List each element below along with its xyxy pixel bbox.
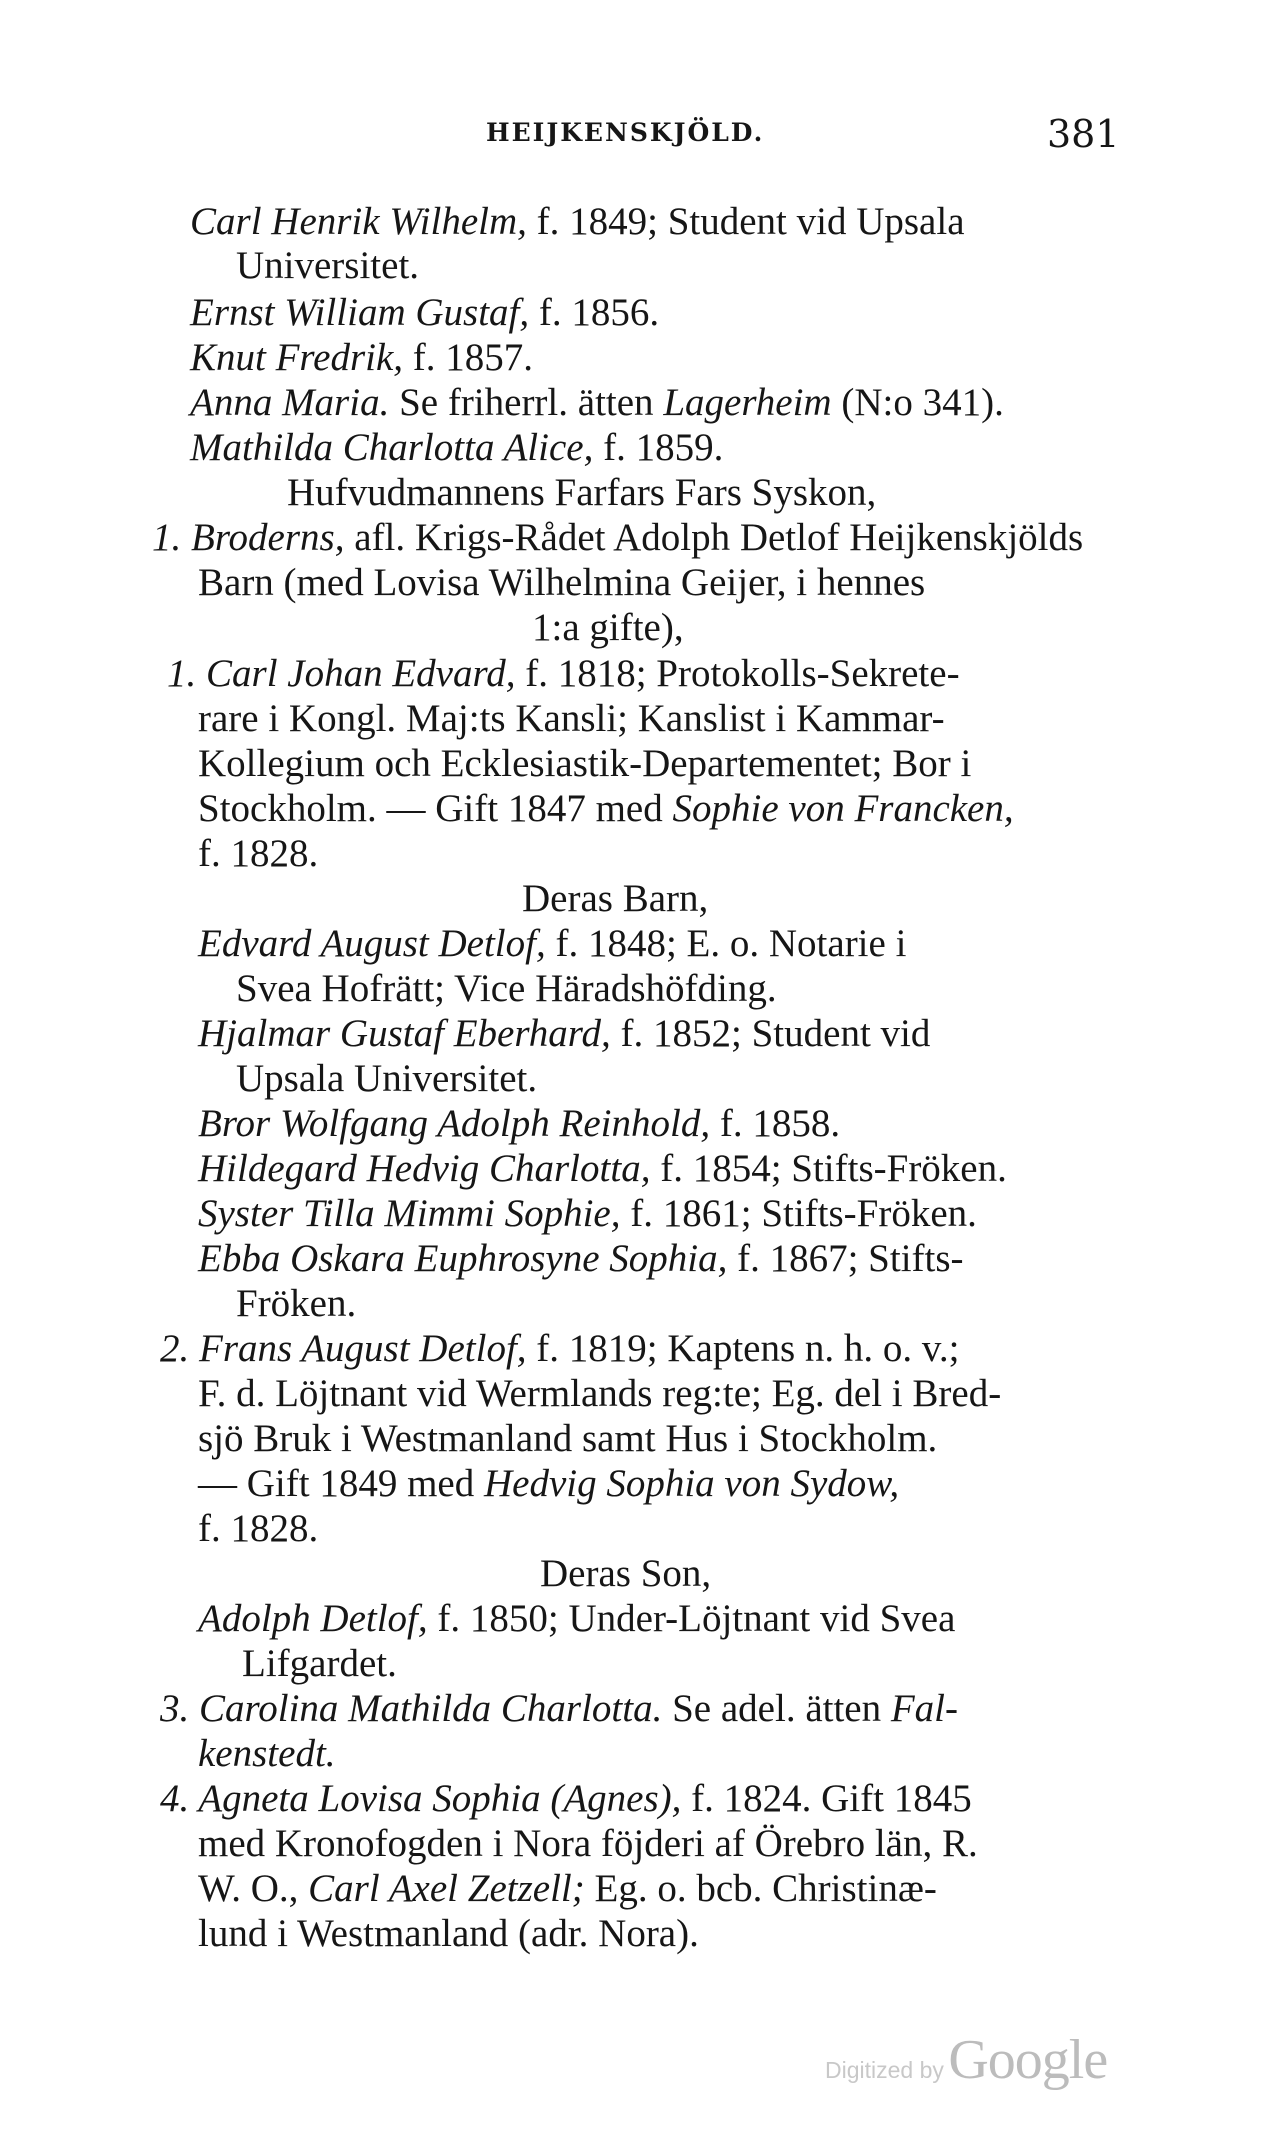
text-line: Edvard August Detlof, f. 1848; E. o. Notarie i xyxy=(198,922,907,965)
text-line: Hjalmar Gustaf Eberhard, f. 1852; Student vid xyxy=(198,1012,931,1055)
text-line: — Gift 1849 med Hedvig Sophia von Sydow, xyxy=(198,1462,900,1505)
text-line: Ernst William Gustaf, f. 1856. xyxy=(190,291,660,334)
text-line: Barn (med Lovisa Wilhelmina Geijer, i hennes xyxy=(198,561,926,604)
text-line: Bror Wolfgang Adolph Reinhold, f. 1858. xyxy=(198,1102,841,1145)
text-line: rare i Kongl. Maj:ts Kansli; Kanslist i Kammar- xyxy=(198,697,945,740)
text-line: 4. Agneta Lovisa Sophia (Agnes), f. 1824. Gift 1845 xyxy=(160,1777,972,1820)
text-line: 3. Carolina Mathilda Charlotta. Se adel. ätten Fal- xyxy=(160,1687,959,1730)
text-line: lund i Westmanland (adr. Nora). xyxy=(198,1912,699,1955)
text-line: med Kronofogden i Nora föjderi af Örebro län, R. xyxy=(198,1822,978,1865)
text-line: Hildegard Hedvig Charlotta, f. 1854; Stifts-Fröken. xyxy=(198,1147,1007,1190)
section-heading: Deras Son, xyxy=(540,1552,712,1595)
text-line: 1. Carl Johan Edvard, f. 1818; Protokolls-Sekrete- xyxy=(167,652,960,695)
text-line: Fröken. xyxy=(236,1282,357,1325)
text-line: f. 1828. xyxy=(198,832,319,875)
text-line: Upsala Universitet. xyxy=(236,1057,538,1100)
google-logo: Google xyxy=(948,2029,1108,2091)
text-line: 1. Broderns, afl. Krigs-Rådet Adolph Detlof Heijkenskjölds xyxy=(152,516,1084,559)
section-heading: Deras Barn, xyxy=(522,877,709,920)
digitized-by-watermark xyxy=(825,2028,1107,2092)
text-line: Svea Hofrätt; Vice Häradshöfding. xyxy=(236,967,777,1010)
text-line: Ebba Oskara Euphrosyne Sophia, f. 1867; Stifts- xyxy=(198,1237,964,1280)
text-line: Lifgardet. xyxy=(242,1642,397,1685)
text-line: sjö Bruk i Westmanland samt Hus i Stockholm. xyxy=(198,1417,938,1460)
text-line: 2. Frans August Detlof, f. 1819; Kaptens n. h. o. v.; xyxy=(160,1327,960,1370)
text-line: Anna Maria. Se friherrl. ätten Lagerheim (N:o 341). xyxy=(190,381,1004,424)
text-line: Mathilda Charlotta Alice, f. 1859. xyxy=(190,426,724,469)
digitized-label: Digitized by xyxy=(825,2057,944,2083)
page-number: 381 xyxy=(1047,112,1120,156)
text-line: F. d. Löjtnant vid Wermlands reg:te; Eg. del i Bred- xyxy=(198,1372,1002,1415)
text-line: kenstedt. xyxy=(198,1732,336,1775)
text-line: Knut Fredrik, f. 1857. xyxy=(190,336,534,379)
text-line: 1:a gifte), xyxy=(532,606,684,649)
running-title: HEIJKENSKJÖLD. xyxy=(486,118,765,147)
section-heading: Hufvudmannens Farfars Fars Syskon, xyxy=(287,471,877,514)
text-line: Adolph Detlof, f. 1850; Under-Löjtnant vid Svea xyxy=(198,1597,956,1640)
text-line: Kollegium och Ecklesiastik-Departementet; Bor i xyxy=(198,742,972,785)
text-line: Universitet. xyxy=(236,244,420,287)
text-line: f. 1828. xyxy=(198,1507,319,1550)
text-line: Stockholm. — Gift 1847 med Sophie von Francken, xyxy=(198,787,1014,830)
text-line: Carl Henrik Wilhelm, f. 1849; Student vid Upsala xyxy=(190,200,965,243)
text-line: W. O., Carl Axel Zetzell; Eg. o. bcb. Christinæ- xyxy=(198,1867,937,1910)
text-line: Syster Tilla Mimmi Sophie, f. 1861; Stifts-Fröken. xyxy=(198,1192,977,1235)
